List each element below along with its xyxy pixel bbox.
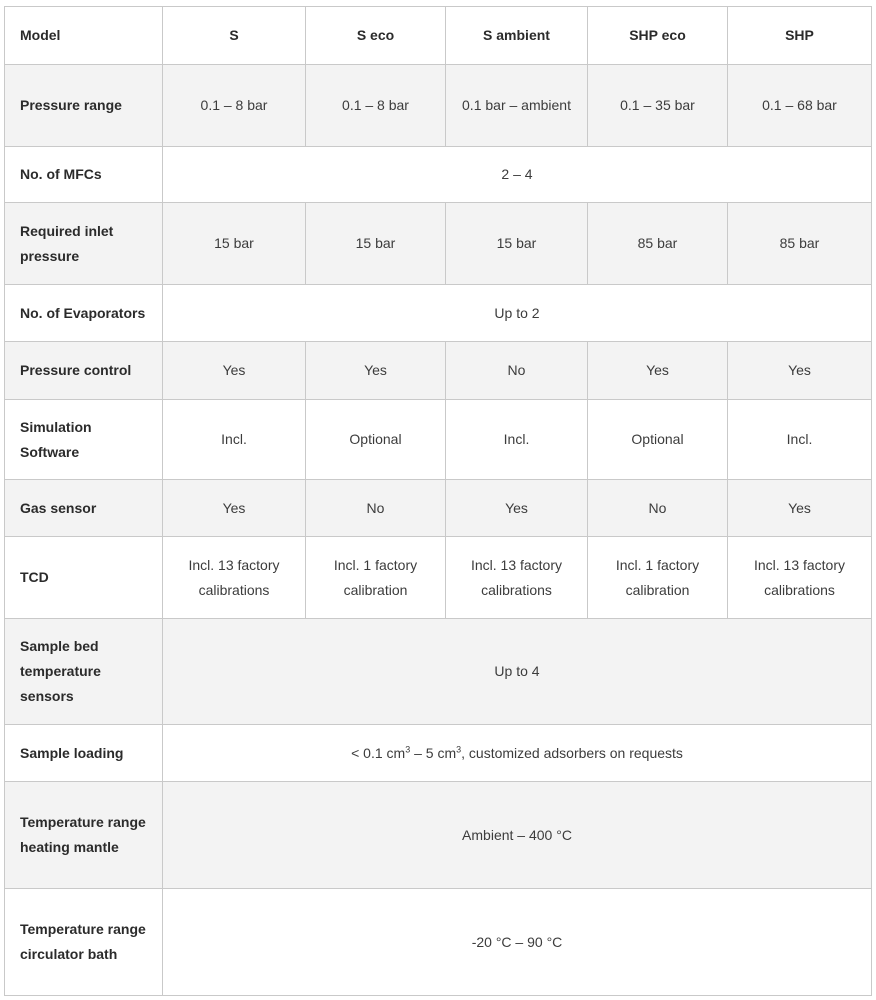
- cell-merged: Up to 2: [163, 285, 872, 342]
- row-label: Sample loading: [5, 725, 163, 782]
- row-label: Simulation Software: [5, 400, 163, 480]
- row-gas-sensor: [5, 480, 872, 537]
- row-label: Temperature range circulator bath: [5, 889, 163, 996]
- header-model-label: Model: [5, 7, 163, 65]
- header-col-s-eco: S eco: [306, 7, 446, 65]
- row-label: Pressure control: [5, 342, 163, 400]
- row-label: TCD: [5, 537, 163, 619]
- row-pressure-control: [5, 342, 872, 400]
- row-label: Gas sensor: [5, 480, 163, 537]
- header-col-s: S: [163, 7, 306, 65]
- row-label: Required inlet pressure: [5, 203, 163, 285]
- cell: Optional: [588, 400, 728, 480]
- cell: 85 bar: [728, 203, 872, 285]
- row-no-mfcs: [5, 147, 872, 203]
- row-label: No. of MFCs: [5, 147, 163, 203]
- cell: No: [446, 342, 588, 400]
- row-simulation-software: [5, 400, 872, 480]
- cell-merged: [163, 725, 872, 782]
- cell: Yes: [728, 342, 872, 400]
- cell: No: [588, 480, 728, 537]
- comparison-table-wrapper: [4, 6, 871, 996]
- header-col-s-ambient: S ambient: [446, 7, 588, 65]
- cell: Incl. 1 factory calibration: [306, 537, 446, 619]
- cell: 0.1 – 68 bar: [728, 65, 872, 147]
- row-label: Sample bed temperature sensors: [5, 619, 163, 725]
- cell: Incl. 13 factory calibrations: [163, 537, 306, 619]
- row-no-evaporators: [5, 285, 872, 342]
- model-comparison-table: [4, 6, 872, 996]
- cell: Yes: [306, 342, 446, 400]
- row-label: Temperature range heating mantle: [5, 782, 163, 889]
- row-label: Pressure range: [5, 65, 163, 147]
- row-pressure-range: [5, 65, 872, 147]
- cell: Yes: [446, 480, 588, 537]
- cell: Optional: [306, 400, 446, 480]
- cell: 0.1 – 8 bar: [306, 65, 446, 147]
- cell: Incl. 1 factory calibration: [588, 537, 728, 619]
- cell: Yes: [163, 342, 306, 400]
- cell-merged: Up to 4: [163, 619, 872, 725]
- header-row: [5, 7, 872, 65]
- cell-merged: Ambient – 400 °C: [163, 782, 872, 889]
- row-tcd: [5, 537, 872, 619]
- row-label: No. of Evaporators: [5, 285, 163, 342]
- cell: Yes: [163, 480, 306, 537]
- row-required-inlet-pressure: [5, 203, 872, 285]
- cell: 15 bar: [446, 203, 588, 285]
- superscript: 3: [405, 743, 411, 754]
- cell: 15 bar: [163, 203, 306, 285]
- superscript: 3: [456, 743, 462, 754]
- cell: Incl.: [446, 400, 588, 480]
- row-temp-heating-mantle: [5, 782, 872, 889]
- sample-loading-middle: – 5 cm: [410, 744, 457, 761]
- cell: Incl.: [728, 400, 872, 480]
- cell: 0.1 – 35 bar: [588, 65, 728, 147]
- cell: 0.1 bar – ambient: [446, 65, 588, 147]
- cell: Incl. 13 factory calibrations: [728, 537, 872, 619]
- cell-merged: 2 – 4: [163, 147, 872, 203]
- cell: Yes: [588, 342, 728, 400]
- sample-loading-suffix: , customized adsorbers on requests: [461, 744, 683, 761]
- sample-loading-prefix: < 0.1 cm: [351, 744, 406, 761]
- cell: Incl.: [163, 400, 306, 480]
- header-col-shp: SHP: [728, 7, 872, 65]
- header-col-shp-eco: SHP eco: [588, 7, 728, 65]
- row-temp-circulator-bath: [5, 889, 872, 996]
- cell-merged: -20 °C – 90 °C: [163, 889, 872, 996]
- cell: No: [306, 480, 446, 537]
- row-sample-loading: [5, 725, 872, 782]
- row-sample-bed-sensors: [5, 619, 872, 725]
- cell: 85 bar: [588, 203, 728, 285]
- cell: Incl. 13 factory calibrations: [446, 537, 588, 619]
- cell: 0.1 – 8 bar: [163, 65, 306, 147]
- cell: 15 bar: [306, 203, 446, 285]
- cell: Yes: [728, 480, 872, 537]
